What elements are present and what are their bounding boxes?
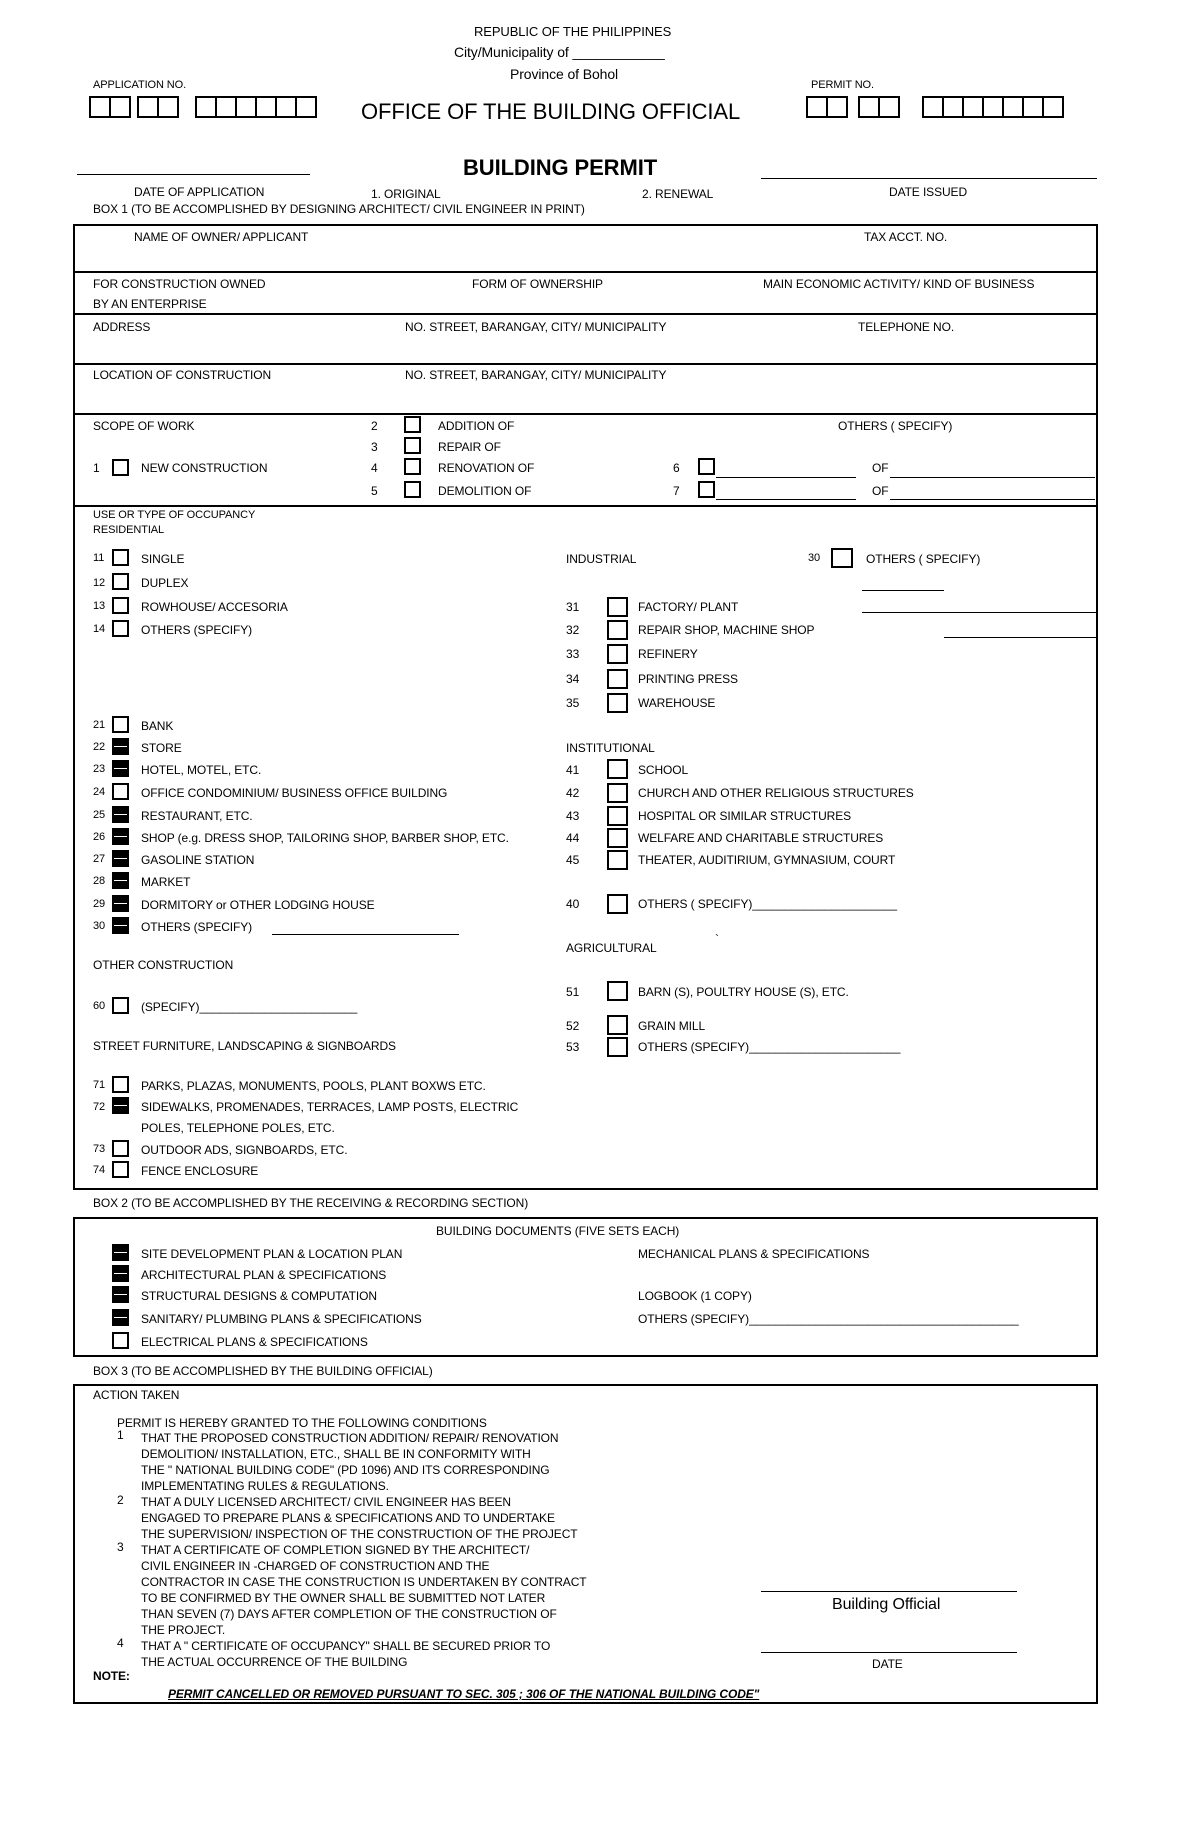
duplex-label: DUPLEX [141, 576, 189, 590]
num-52: 52 [566, 1019, 580, 1033]
num-23: 23 [93, 763, 106, 775]
condition-1-line-b: DEMOLITION/ INSTALLATION, ETC., SHALL BE IN CONFORMITY WITH [141, 1447, 531, 1461]
industrial-label: INDUSTRIAL [566, 552, 637, 566]
condition-3-line-a: THAT A CERTIFICATE OF COMPLETION SIGNED BY THE ARCHITECT/ [141, 1543, 530, 1557]
num-51: 51 [566, 985, 580, 999]
scope-num-3: 3 [371, 440, 378, 454]
num-27: 27 [93, 853, 106, 865]
industrial-others-checkbox[interactable] [831, 548, 853, 568]
date-issued-line[interactable] [761, 178, 1097, 179]
header-city: City/Municipality of ____________ [454, 44, 665, 60]
market-checkbox[interactable] [112, 872, 129, 889]
printing-label: PRINTING PRESS [638, 672, 738, 686]
repair-checkbox[interactable] [404, 437, 421, 454]
factory-label: FACTORY/ PLANT [638, 600, 739, 614]
other-construction-label: OTHER CONSTRUCTION [93, 958, 234, 972]
scope-num-4: 4 [371, 461, 378, 475]
logbook-label: LOGBOOK (1 COPY) [638, 1289, 752, 1303]
institutional-others-checkbox[interactable] [607, 894, 628, 914]
condition-3-line-f: THE PROJECT. [141, 1623, 226, 1637]
original-option[interactable]: 1. ORIGINAL [371, 187, 441, 201]
num-40: 40 [566, 897, 580, 911]
sidewalks-checkbox[interactable] [112, 1097, 129, 1114]
date-issued-label: DATE ISSUED [889, 185, 968, 199]
header-province: Province of Bohol [510, 66, 619, 82]
condition-3-line-e: THAN SEVEN (7) DAYS AFTER COMPLETION OF THE CONSTRUCTION OF [141, 1607, 557, 1621]
num-33: 33 [566, 647, 580, 661]
condition-4-num: 4 [117, 1636, 124, 1650]
scope-others-label: OTHERS ( SPECIFY) [838, 419, 953, 433]
structural-checkbox[interactable] [112, 1286, 129, 1303]
street2-label: NO. STREET, BARANGAY, CITY/ MUNICIPALITY [405, 368, 667, 382]
hospital-label: HOSPITAL OR SIMILAR STRUCTURES [638, 809, 852, 823]
warehouse-checkbox[interactable] [607, 693, 628, 713]
commercial-others-label: OTHERS (SPECIFY) [141, 920, 253, 934]
dormitory-checkbox[interactable] [112, 895, 129, 912]
scope-num-7: 7 [673, 484, 680, 498]
scope-6-of: OF [872, 461, 889, 475]
condition-2-num: 2 [117, 1493, 124, 1507]
school-label: SCHOOL [638, 763, 689, 777]
condition-4-line-a: THAT A " CERTIFICATE OF OCCUPANCY" SHALL BE SECURED PRIOR TO [141, 1639, 551, 1653]
num-21: 21 [93, 719, 106, 731]
num-42: 42 [566, 786, 580, 800]
owner-label: NAME OF OWNER/ APPLICANT [134, 230, 309, 244]
parks-label: PARKS, PLAZAS, MONUMENTS, POOLS, PLANT BOXWS ETC. [141, 1079, 486, 1093]
street-label: NO. STREET, BARANGAY, CITY/ MUNICIPALITY [405, 320, 667, 334]
scope-6-of-line[interactable] [890, 477, 1095, 478]
restaurant-checkbox[interactable] [112, 806, 129, 823]
telephone-label: TELEPHONE NO. [858, 320, 955, 334]
num-25: 25 [93, 809, 106, 821]
scope-num-2: 2 [371, 419, 378, 433]
scope-num-1: 1 [93, 461, 100, 475]
condition-2-line-a: THAT A DULY LICENSED ARCHITECT/ CIVIL ENGINEER HAS BEEN [141, 1495, 511, 1509]
architectural-checkbox[interactable] [112, 1265, 129, 1282]
shop-label: SHOP (e.g. DRESS SHOP, TAILORING SHOP, BARBER SHOP, ETC. [141, 831, 509, 845]
enterprise-label: BY AN ENTERPRISE [93, 297, 207, 311]
tax-label: TAX ACCT. NO. [864, 230, 948, 244]
hotel-label: HOTEL, MOTEL, ETC. [141, 763, 262, 777]
welfare-label: WELFARE AND CHARITABLE STRUCTURES [638, 831, 884, 845]
shop-checkbox[interactable] [112, 828, 129, 845]
store-label: STORE [141, 741, 182, 755]
num-11: 11 [93, 552, 105, 564]
residential-label: RESIDENTIAL [93, 524, 165, 536]
num-14: 14 [93, 623, 106, 635]
industrial-others-line1[interactable] [862, 590, 944, 591]
location-label: LOCATION OF CONSTRUCTION [93, 368, 272, 382]
num-22: 22 [93, 741, 106, 753]
agricultural-label: AGRICULTURAL [566, 941, 657, 955]
num-73: 73 [93, 1143, 106, 1155]
scope-6-line[interactable] [716, 477, 856, 478]
industrial-others-line2[interactable] [862, 612, 1096, 613]
theater-checkbox[interactable] [607, 850, 628, 870]
num-30-right: 30 [808, 552, 821, 564]
grain-mill-checkbox[interactable] [607, 1015, 628, 1035]
granted-label: PERMIT IS HEREBY GRANTED TO THE FOLLOWING CONDITIONS [117, 1416, 487, 1430]
welfare-checkbox[interactable] [607, 828, 628, 848]
industrial-others-label: OTHERS ( SPECIFY) [866, 552, 981, 566]
school-checkbox[interactable] [607, 759, 628, 779]
num-60: 60 [93, 1000, 106, 1012]
num-71: 71 [93, 1079, 106, 1091]
theater-label: THEATER, AUDITIRIUM, GYMNASIUM, COURT [638, 853, 896, 867]
electrical-label: ELECTRICAL PLANS & SPECIFICATIONS [141, 1335, 368, 1349]
num-34: 34 [566, 672, 580, 686]
parks-checkbox[interactable] [112, 1076, 129, 1093]
office-checkbox[interactable] [112, 783, 129, 800]
hospital-checkbox[interactable] [607, 806, 628, 826]
condition-4-line-b: THE ACTUAL OCCURRENCE OF THE BUILDING [141, 1655, 408, 1669]
action-taken-label: ACTION TAKEN [93, 1388, 180, 1402]
bank-label: BANK [141, 719, 174, 733]
site-plan-label: SITE DEVELOPMENT PLAN & LOCATION PLAN [141, 1247, 403, 1261]
building-official-label: Building Official [832, 1596, 941, 1613]
official-signature-line[interactable] [761, 1591, 1017, 1592]
refinery-checkbox[interactable] [607, 644, 628, 664]
church-checkbox[interactable] [607, 783, 628, 803]
scope-7-of: OF [872, 484, 889, 498]
num-12: 12 [93, 577, 106, 589]
box3-caption: BOX 3 (TO BE ACCOMPLISHED BY THE BUILDING OFFICIAL) [93, 1364, 433, 1378]
occupancy-label: USE OR TYPE OF OCCUPANCY [93, 509, 256, 521]
agricultural-others-label: OTHERS (SPECIFY)_______________________ [638, 1040, 901, 1054]
note-label: NOTE: [93, 1669, 130, 1683]
other-construction-specify: (SPECIFY)________________________ [141, 1000, 358, 1014]
box1-caption: BOX 1 (TO BE ACCOMPLISHED BY DESIGNING ARCHITECT/ CIVIL ENGINEER IN PRINT) [93, 202, 585, 216]
economic-label: MAIN ECONOMIC ACTIVITY/ KIND OF BUSINESS [763, 277, 1035, 291]
date-application-label: DATE OF APPLICATION [134, 185, 265, 199]
condition-1-line-a: THAT THE PROPOSED CONSTRUCTION ADDITION/ REPAIR/ RENOVATION [141, 1431, 559, 1445]
condition-1-num: 1 [117, 1428, 124, 1442]
outdoor-ads-label: OUTDOOR ADS, SIGNBOARDS, ETC. [141, 1143, 348, 1157]
commercial-others-checkbox[interactable] [112, 917, 129, 934]
office-title: OFFICE OF THE BUILDING OFFICIAL [361, 99, 741, 124]
residential-others-label: OTHERS (SPECIFY) [141, 623, 253, 637]
num-44: 44 [566, 831, 580, 845]
num-32: 32 [566, 623, 580, 637]
num-30: 30 [93, 920, 106, 932]
condition-2-line-b: ENGAGED TO PREPARE PLANS & SPECIFICATIONS AND TO UNDERTAKE [141, 1511, 555, 1525]
num-43: 43 [566, 809, 580, 823]
header-republic: REPUBLIC OF THE PHILIPPINES [474, 24, 672, 39]
sidewalks-label-2: POLES, TELEPHONE POLES, ETC. [141, 1121, 335, 1135]
fence-checkbox[interactable] [112, 1161, 129, 1178]
gasoline-label: GASOLINE STATION [141, 853, 255, 867]
rowhouse-checkbox[interactable] [112, 597, 129, 614]
num-72: 72 [93, 1101, 106, 1113]
structural-label: STRUCTURAL DESIGNS & COMPUTATION [141, 1289, 377, 1303]
condition-3-line-c: CONTRACTOR IN CASE THE CONSTRUCTION IS UNDERTAKEN BY CONTRACT [141, 1575, 587, 1589]
office-label: OFFICE CONDOMINIUM/ BUSINESS OFFICE BUILDING [141, 786, 448, 800]
date-application-line[interactable] [77, 174, 310, 175]
restaurant-label: RESTAURANT, ETC. [141, 809, 253, 823]
num-31: 31 [566, 600, 580, 614]
sanitary-label: SANITARY/ PLUMBING PLANS & SPECIFICATIONS [141, 1312, 422, 1326]
factory-checkbox[interactable] [607, 597, 628, 617]
scope-label: SCOPE OF WORK [93, 419, 195, 433]
hotel-checkbox[interactable] [112, 760, 129, 777]
ownership-label: FORM OF OWNERSHIP [472, 277, 603, 291]
building-permit-title: BUILDING PERMIT [463, 155, 658, 180]
barn-label: BARN (S), POULTRY HOUSE (S), ETC. [638, 985, 849, 999]
institutional-label: INSTITUTIONAL [566, 741, 655, 755]
demolition-label: DEMOLITION OF [438, 484, 532, 498]
other-construction-checkbox[interactable] [112, 997, 129, 1014]
num-45: 45 [566, 853, 580, 867]
dormitory-label: DORMITORY or OTHER LODGING HOUSE [141, 898, 375, 912]
num-26: 26 [93, 831, 106, 843]
duplex-checkbox[interactable] [112, 573, 129, 590]
condition-3-line-d: TO BE CONFIRMED BY THE OWNER SHALL BE SUBMITTED NOT LATER [141, 1591, 546, 1605]
single-checkbox[interactable] [112, 549, 129, 566]
official-date-line[interactable] [761, 1652, 1017, 1653]
box2-others-label: OTHERS (SPECIFY)_________________________________________ [638, 1312, 1019, 1326]
gasoline-checkbox[interactable] [112, 850, 129, 867]
num-28: 28 [93, 875, 106, 887]
commercial-others-line[interactable] [272, 934, 459, 935]
barn-checkbox[interactable] [607, 981, 628, 1001]
repair-label: REPAIR OF [438, 440, 501, 454]
scope-num-5: 5 [371, 484, 378, 498]
cancelled-note: PERMIT CANCELLED OR REMOVED PURSUANT TO SEC. 305 ; 306 OF THE NATIONAL BUILDING CODE" [168, 1687, 760, 1701]
refinery-label: REFINERY [638, 647, 698, 661]
num-13: 13 [93, 600, 106, 612]
box2-title: BUILDING DOCUMENTS (FIVE SETS EACH) [436, 1224, 680, 1238]
condition-1-line-d: IMPLEMENTATING RULES & REGULATIONS. [141, 1479, 389, 1493]
outdoor-ads-checkbox[interactable] [112, 1140, 129, 1157]
agricultural-others-checkbox[interactable] [607, 1037, 628, 1057]
architectural-label: ARCHITECTURAL PLAN & SPECIFICATIONS [141, 1268, 387, 1282]
mechanical-label: MECHANICAL PLANS & SPECIFICATIONS [638, 1247, 870, 1261]
condition-3-num: 3 [117, 1540, 124, 1554]
rowhouse-label: ROWHOUSE/ ACCESORIA [141, 600, 288, 614]
num-41: 41 [566, 763, 580, 777]
repair-shop-label: REPAIR SHOP, MACHINE SHOP [638, 623, 815, 637]
new-construction-checkbox[interactable] [112, 459, 129, 476]
institutional-others-label: OTHERS ( SPECIFY)______________________ [638, 897, 897, 911]
num-53: 53 [566, 1040, 580, 1054]
fence-label: FENCE ENCLOSURE [141, 1164, 259, 1178]
stray-tick-mark: ` [715, 932, 719, 946]
addition-label: ADDITION OF [438, 419, 515, 433]
official-date-label: DATE [872, 1657, 903, 1671]
store-checkbox[interactable] [112, 738, 129, 755]
application-no-label: APPLICATION NO. [93, 79, 187, 91]
num-24: 24 [93, 786, 106, 798]
residential-others-checkbox[interactable] [112, 620, 129, 637]
num-74: 74 [93, 1164, 106, 1176]
renovation-label: RENOVATION OF [438, 461, 535, 475]
site-plan-checkbox[interactable] [112, 1244, 129, 1261]
new-construction-label: NEW CONSTRUCTION [141, 461, 268, 475]
bank-checkbox[interactable] [112, 716, 129, 733]
renovation-checkbox[interactable] [404, 458, 421, 475]
num-29: 29 [93, 898, 106, 910]
scope-7-checkbox[interactable] [698, 481, 715, 498]
for-construction-label: FOR CONSTRUCTION OWNED [93, 277, 266, 291]
industrial-others-line3[interactable] [944, 637, 1096, 638]
street-furniture-label: STREET FURNITURE, LANDSCAPING & SIGNBOARDS [93, 1039, 396, 1053]
box2-caption: BOX 2 (TO BE ACCOMPLISHED BY THE RECEIVING & RECORDING SECTION) [93, 1196, 529, 1210]
printing-checkbox[interactable] [607, 669, 628, 689]
grain-mill-label: GRAIN MILL [638, 1019, 706, 1033]
addition-checkbox[interactable] [404, 416, 421, 433]
market-label: MARKET [141, 875, 191, 889]
address-label: ADDRESS [93, 320, 151, 334]
church-label: CHURCH AND OTHER RELIGIOUS STRUCTURES [638, 786, 914, 800]
scope-7-of-line[interactable] [890, 499, 1095, 500]
renewal-option[interactable]: 2. RENEWAL [642, 187, 714, 201]
scope-num-6: 6 [673, 461, 680, 475]
condition-3-line-b: CIVIL ENGINEER IN -CHARGED OF CONSTRUCTION AND THE [141, 1559, 490, 1573]
scope-6-checkbox[interactable] [698, 458, 715, 475]
condition-2-line-c: THE SUPERVISION/ INSPECTION OF THE CONSTRUCTION OF THE PROJECT [141, 1527, 578, 1541]
single-label: SINGLE [141, 552, 185, 566]
warehouse-label: WAREHOUSE [638, 696, 716, 710]
num-35: 35 [566, 696, 580, 710]
sidewalks-label: SIDEWALKS, PROMENADES, TERRACES, LAMP POSTS, ELECTRIC [141, 1100, 519, 1114]
permit-no-label: PERMIT NO. [811, 79, 874, 91]
condition-1-line-c: THE " NATIONAL BUILDING CODE" (PD 1096) AND ITS CORRESPONDING [141, 1463, 550, 1477]
sanitary-checkbox[interactable] [112, 1309, 129, 1326]
repair-shop-checkbox[interactable] [607, 620, 628, 640]
demolition-checkbox[interactable] [404, 481, 421, 498]
electrical-checkbox[interactable] [112, 1332, 129, 1349]
scope-7-line[interactable] [716, 499, 856, 500]
